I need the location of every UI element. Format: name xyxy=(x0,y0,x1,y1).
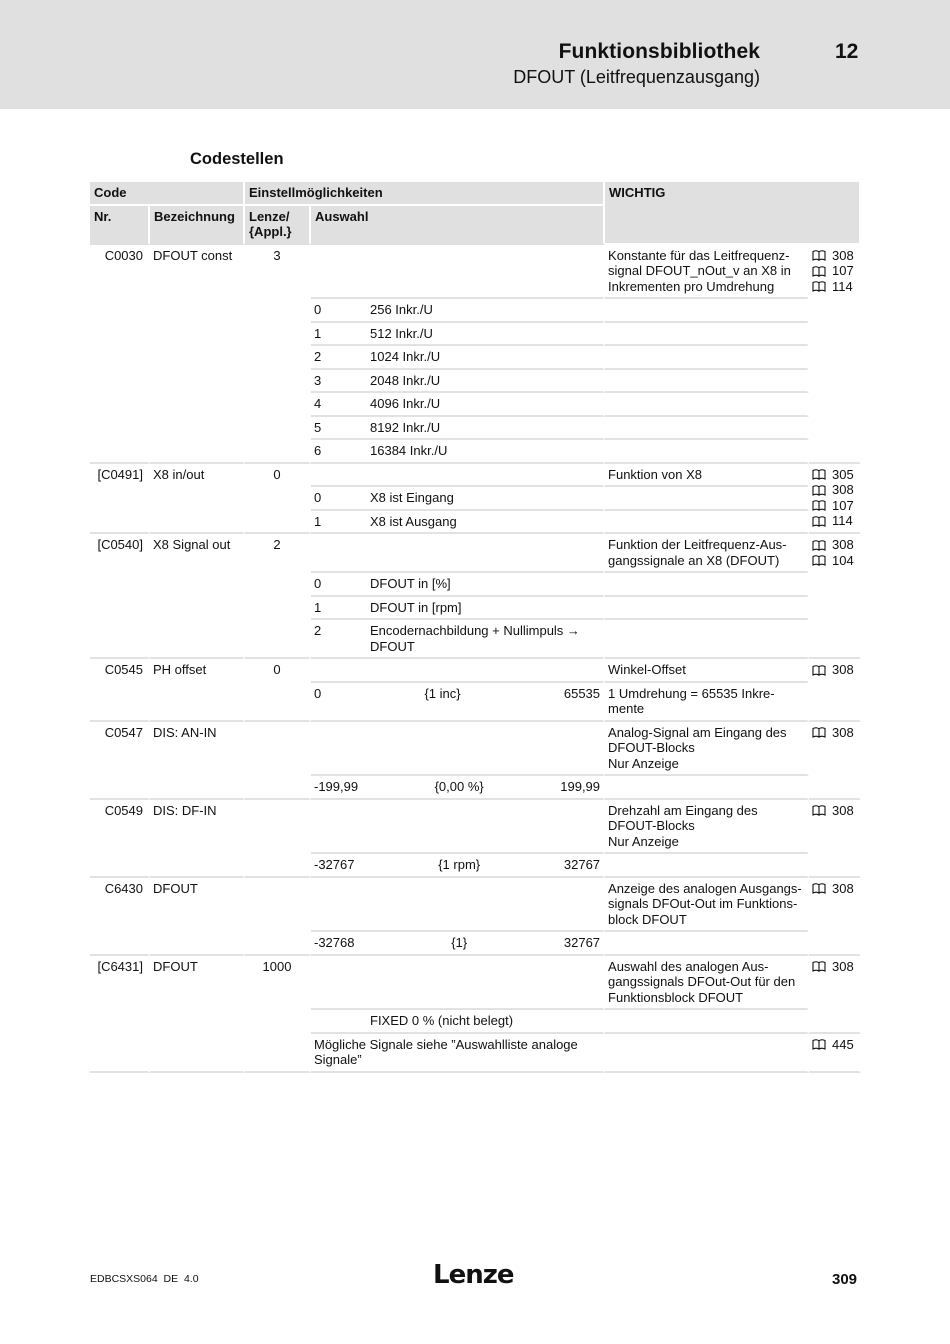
reference-page: 308 xyxy=(832,537,854,552)
possible-signals: Mögliche Signale siehe ”Auswahlliste analoge Signale” xyxy=(311,1034,605,1073)
range-max: 65535 xyxy=(563,685,601,701)
important-note: Winkel-Offset xyxy=(605,659,809,683)
header-code: Code xyxy=(90,182,245,206)
fixed-option-cell xyxy=(311,1010,605,1034)
page-reference[interactable] xyxy=(812,537,856,553)
code-number: C0545 xyxy=(90,659,150,722)
option-key: 6 xyxy=(314,443,322,458)
option-key: 0 xyxy=(314,490,322,505)
code-designation: DFOUT xyxy=(150,878,245,956)
important-note: Auswahl des analogen Aus- gangssignals DFOut-Out für den Funktionsblock DFOUT xyxy=(605,956,809,1011)
range-max: 199,99 xyxy=(560,779,601,794)
option-key: 1 xyxy=(314,599,322,615)
option-note xyxy=(605,1010,809,1034)
option-cell xyxy=(311,487,605,511)
code-row-c0540 xyxy=(90,534,861,573)
important-note: Funktion der Leitfrequenz-Aus- gangssignale an X8 (DFOUT) xyxy=(605,534,809,573)
range-min: -32767 xyxy=(314,857,355,872)
option xyxy=(314,420,600,436)
value-range xyxy=(314,935,600,951)
book-icon xyxy=(812,555,826,565)
reference-page: 107 xyxy=(832,497,854,513)
page-reference[interactable] xyxy=(812,498,856,514)
option-note xyxy=(605,573,809,597)
reference-cell xyxy=(809,534,861,659)
page-reference[interactable] xyxy=(812,1037,856,1053)
option-value: X8 ist Eingang xyxy=(370,490,454,505)
page-reference[interactable] xyxy=(812,725,856,741)
page-reference[interactable] xyxy=(812,959,856,975)
value-range xyxy=(314,857,600,873)
page-references xyxy=(812,537,856,568)
important-note: Konstante für das Leitfrequenz- signal DFOUT_nOut_v an X8 in Inkrementen pro Umdrehung xyxy=(605,245,809,300)
code-number: C0549 xyxy=(90,800,150,878)
reference-page: 308 xyxy=(832,724,854,740)
reference-cell xyxy=(809,464,861,535)
code-number: [C0540] xyxy=(90,534,150,659)
option-note xyxy=(605,393,809,417)
page-reference[interactable] xyxy=(812,279,856,295)
lenze-logo: Lenze xyxy=(433,1260,514,1290)
option-key: 0 xyxy=(314,576,322,591)
book-icon xyxy=(812,883,826,893)
option xyxy=(314,490,600,506)
option xyxy=(314,349,600,365)
header-selection: Auswahl xyxy=(311,206,605,245)
reference-cell xyxy=(809,878,861,956)
page-reference[interactable] xyxy=(812,482,856,498)
reference-page: 104 xyxy=(832,552,854,568)
important-note: Anzeige des analogen Ausgangs- signals DFOut-Out im Funktions- block DFOUT xyxy=(605,878,809,933)
page-reference[interactable] xyxy=(812,263,856,279)
important-note: Analog-Signal am Eingang des DFOUT-Blocks Nur Anzeige xyxy=(605,722,809,777)
range-max: 32767 xyxy=(563,857,601,872)
code-row-c6431 xyxy=(90,956,861,1011)
option-cell xyxy=(311,346,605,370)
option-value: 2048 Inkr./U xyxy=(370,372,441,388)
code-number: C6430 xyxy=(90,878,150,956)
section-title: Codestellen xyxy=(190,150,284,168)
option-key-empty xyxy=(314,1013,370,1029)
header-lenze: Lenze/ {Appl.} xyxy=(245,206,311,245)
code-table xyxy=(90,182,861,1073)
chapter-number: 12 xyxy=(835,40,859,63)
book-icon xyxy=(812,485,826,495)
lenze-default xyxy=(245,800,311,878)
option-note xyxy=(605,511,809,535)
option-value: Encodernachbildung + Nullimpuls → DFOUT xyxy=(370,623,580,654)
option xyxy=(314,600,600,616)
code-designation: X8 Signal out xyxy=(150,534,245,659)
range-cell xyxy=(311,776,605,800)
code-number: C0547 xyxy=(90,722,150,800)
code-row-c0545 xyxy=(90,659,861,683)
reference-page: 308 xyxy=(832,880,854,896)
lenze-default xyxy=(245,878,311,956)
range-cell xyxy=(311,683,605,722)
option-cell xyxy=(311,323,605,347)
lenze-default: 0 xyxy=(245,659,311,722)
reference-page: 114 xyxy=(832,278,853,294)
range-note xyxy=(605,776,809,800)
option-value: 8192 Inkr./U xyxy=(370,419,441,435)
option-note xyxy=(605,417,809,441)
book-icon xyxy=(812,1039,826,1049)
reference-cell xyxy=(809,1034,861,1073)
option-note xyxy=(605,620,809,659)
range-cell xyxy=(311,854,605,878)
page-reference[interactable] xyxy=(812,513,856,529)
option-key: 2 xyxy=(314,623,322,638)
page-references xyxy=(812,725,856,741)
reference-page: 308 xyxy=(832,958,854,974)
page-reference[interactable] xyxy=(812,662,856,678)
option-value: X8 ist Ausgang xyxy=(370,513,457,529)
selection-empty xyxy=(311,534,605,573)
option-value: 4096 Inkr./U xyxy=(370,396,441,411)
selection-empty xyxy=(311,878,605,933)
range-step: {1} xyxy=(451,935,468,950)
reference-page: 114 xyxy=(832,513,853,528)
selection-empty xyxy=(311,464,605,488)
reference-cell xyxy=(809,659,861,722)
option-note xyxy=(605,1034,809,1073)
header-designation: Bezeichnung xyxy=(150,206,245,245)
reference-cell xyxy=(809,245,861,464)
reference-page: 308 xyxy=(832,247,854,263)
page-references xyxy=(812,959,856,975)
reference-cell xyxy=(809,956,861,1034)
footer-doc-id: EDBCSXS064 DE 4.0 xyxy=(90,1273,199,1285)
option xyxy=(314,302,600,318)
range-note xyxy=(605,932,809,956)
option-value: 512 Inkr./U xyxy=(370,325,433,341)
code-number: [C0491] xyxy=(90,464,150,535)
reference-cell xyxy=(809,722,861,800)
range-step: {1 rpm} xyxy=(438,857,481,872)
book-icon xyxy=(812,266,826,276)
reference-page: 308 xyxy=(832,802,854,818)
lenze-default: 1000 xyxy=(245,956,311,1073)
lenze-default: 0 xyxy=(245,464,311,535)
option-cell xyxy=(311,573,605,597)
option-note xyxy=(605,440,809,464)
code-row-c0549 xyxy=(90,800,861,855)
book-icon xyxy=(812,469,826,479)
page-subtitle: DFOUT (Leitfrequenzausgang) xyxy=(513,67,760,87)
book-icon xyxy=(812,500,826,510)
book-icon xyxy=(812,805,826,815)
option-value: DFOUT in [%] xyxy=(370,576,451,591)
range-min: 0 xyxy=(314,685,322,701)
book-icon xyxy=(812,665,826,675)
code-row-c0030 xyxy=(90,245,861,300)
option xyxy=(314,514,600,530)
page-references xyxy=(812,467,856,529)
option-cell xyxy=(311,299,605,323)
option-cell xyxy=(311,511,605,535)
code-row-c0491 xyxy=(90,464,861,488)
selection-empty xyxy=(311,245,605,300)
option-key: 5 xyxy=(314,419,322,435)
fixed-option: FIXED 0 % (nicht belegt) xyxy=(370,1013,514,1028)
option-cell xyxy=(311,597,605,621)
lenze-default: 3 xyxy=(245,245,311,464)
page-references xyxy=(812,881,856,897)
option-cell xyxy=(311,440,605,464)
option xyxy=(314,623,600,654)
important-note: Drehzahl am Eingang des DFOUT-Blocks Nur Anzeige xyxy=(605,800,809,855)
code-designation: DFOUT xyxy=(150,956,245,1073)
option-note xyxy=(605,597,809,621)
option-cell xyxy=(311,620,605,659)
option-value: 16384 Inkr./U xyxy=(370,443,448,458)
option-value: 256 Inkr./U xyxy=(370,302,433,317)
option xyxy=(314,396,600,412)
option-key: 0 xyxy=(314,302,322,317)
selection-empty xyxy=(311,722,605,777)
code-designation: DIS: AN-IN xyxy=(150,722,245,800)
option-key: 3 xyxy=(314,372,322,388)
book-icon xyxy=(812,727,826,737)
reference-page: 308 xyxy=(832,662,854,677)
option-key: 2 xyxy=(314,349,322,364)
header-settings: Einstellmöglichkeiten xyxy=(245,182,605,206)
option-key: 1 xyxy=(314,513,322,529)
option-cell xyxy=(311,417,605,441)
code-designation: DFOUT const xyxy=(150,245,245,464)
reference-page: 107 xyxy=(832,263,854,278)
reference-cell xyxy=(809,800,861,878)
book-icon xyxy=(812,961,826,971)
page-reference[interactable] xyxy=(812,248,856,264)
page-references xyxy=(812,248,856,295)
important-note: Funktion von X8 xyxy=(605,464,809,488)
page-reference[interactable] xyxy=(812,467,856,483)
page-title: Funktionsbibliothek xyxy=(558,40,760,63)
option xyxy=(314,1013,600,1029)
page-reference[interactable] xyxy=(812,553,856,569)
option-note xyxy=(605,487,809,511)
option-key: 4 xyxy=(314,396,322,411)
option xyxy=(314,576,600,592)
range-max: 32767 xyxy=(563,935,601,950)
code-number: [C6431] xyxy=(90,956,150,1073)
reference-page: 445 xyxy=(832,1036,854,1052)
page-number: 309 xyxy=(832,1271,858,1288)
selection-empty xyxy=(311,956,605,1011)
lenze-default xyxy=(245,722,311,800)
book-icon xyxy=(812,250,826,260)
page-reference[interactable] xyxy=(812,881,856,897)
range-cell xyxy=(311,932,605,956)
header-important: WICHTIG xyxy=(605,182,861,245)
range-min: -32768 xyxy=(314,935,355,950)
lenze-default: 2 xyxy=(245,534,311,659)
option-cell xyxy=(311,393,605,417)
option-value: 1024 Inkr./U xyxy=(370,349,441,364)
book-icon xyxy=(812,516,826,526)
page-reference[interactable] xyxy=(812,803,856,819)
option-note xyxy=(605,346,809,370)
option xyxy=(314,373,600,389)
code-row-c6430 xyxy=(90,878,861,933)
option-note xyxy=(605,299,809,323)
page-references xyxy=(812,803,856,819)
table-body xyxy=(90,245,861,1073)
code-row-c0547 xyxy=(90,722,861,777)
code-number: C0030 xyxy=(90,245,150,464)
option-note xyxy=(605,323,809,347)
page-references xyxy=(812,662,856,678)
option-key: 1 xyxy=(314,325,322,341)
selection-empty xyxy=(311,659,605,683)
option-note xyxy=(605,370,809,394)
book-icon xyxy=(812,281,826,291)
range-note: 1 Umdrehung = 65535 Inkre- mente xyxy=(605,683,809,722)
code-designation: PH offset xyxy=(150,659,245,722)
book-icon xyxy=(812,540,826,550)
value-range xyxy=(314,779,600,795)
table-header-row xyxy=(90,182,861,206)
range-note xyxy=(605,854,809,878)
reference-page: 308 xyxy=(832,482,854,497)
option-value: DFOUT in [rpm] xyxy=(370,599,462,615)
code-designation: X8 in/out xyxy=(150,464,245,535)
value-range xyxy=(314,686,600,702)
reference-page: 305 xyxy=(832,466,854,482)
header-band xyxy=(0,0,950,109)
selection-empty xyxy=(311,800,605,855)
code-designation: DIS: DF-IN xyxy=(150,800,245,878)
range-step: {0,00 %} xyxy=(434,779,484,794)
range-min: -199,99 xyxy=(314,779,359,794)
option-cell xyxy=(311,370,605,394)
option xyxy=(314,326,600,342)
range-step: {1 inc} xyxy=(424,685,461,701)
option xyxy=(314,443,600,459)
header-nr: Nr. xyxy=(90,206,150,245)
